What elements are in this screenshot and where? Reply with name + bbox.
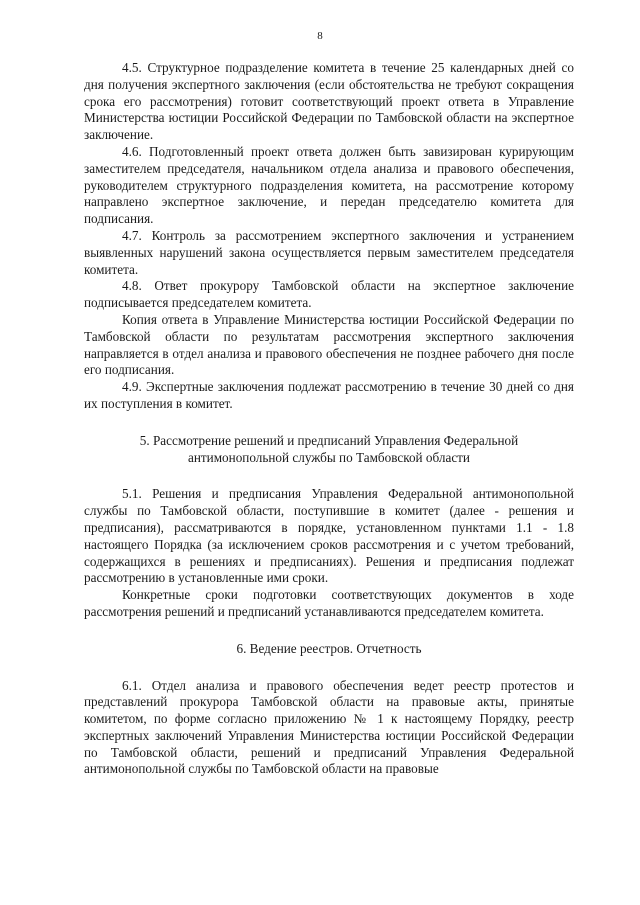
section-6-heading: 6. Ведение реестров. Отчетность — [236, 640, 422, 656]
document-body — [84, 60, 574, 778]
paragraph-5-1-deadlines: Конкретные сроки подготовки соответствующих документов в ходе рассмотрения решений и предписаний устанавливаются председателем комитета. — [84, 587, 574, 619]
section-5-heading-line-1: 5. Рассмотрение решений и предписаний Управления Федеральной — [139, 432, 519, 448]
page-number: 8 — [317, 30, 323, 42]
paragraph-4-5: 4.5. Структурное подразделение комитета в течение 25 календарных дней со дня получения экспертного заключения (если обстоятельства не требуют сокращения срока его рассмотрения) готовит соответствующий проект ответа в Управление Министерства юстиции Российской Федерации по Тамбовской области на экспертное заключение. — [84, 60, 574, 143]
paragraph-6-1: 6.1. Отдел анализа и правового обеспечения ведет реестр протестов и представлений прокурора Тамбовской области на правовые акты, принятые комитетом, по форме согласно приложению № 1 к настоящему Порядку, реестр экспертных заключений Управления Министерства юстиции Российской Федерации по Тамбовской области, решений и предписаний Управления Федеральной антимонопольной службы по Тамбовской области на правовые — [84, 677, 574, 777]
paragraph-5-1: 5.1. Решения и предписания Управления Федеральной антимонопольной службы по Тамбовской области, поступившие в комитет (далее - решения и предписания), рассматриваются в порядке, установленном пунктами 1.1 - 1.8 настоящего Порядка (за исключением сроков рассмотрения и с учетом требований, содержащихся в решениях и предписаниях). Решения и предписания подлежат рассмотрению в установленные ими сроки. — [84, 486, 574, 586]
section-5-heading-line-2: антимонопольной службы по Тамбовской области — [187, 449, 470, 465]
paragraph-4-6: 4.6. Подготовленный проект ответа должен быть завизирован курирующим заместителем председателя, начальником отдела анализа и правового обеспечения, руководителем структурного подразделения комитета, на рассмотрение которому направлено экспертное заключение, и передан председателю комитета для подписания. — [84, 143, 574, 227]
paragraph-4-7: 4.7. Контроль за рассмотрением экспертного заключения и устранением выявленных нарушений закона осуществляется первым заместителем председателя комитета. — [84, 227, 574, 277]
paragraph-4-8-copy: Копия ответа в Управление Министерства юстиции Российской Федерации по Тамбовской области по результатам рассмотрения экспертного заключения направляется в отдел анализа и правового обеспечения не позднее рабочего дня после его подписания. — [84, 311, 574, 378]
paragraph-4-8: 4.8. Ответ прокурору Тамбовской области на экспертное заключение подписывается председателем комитета. — [84, 278, 574, 311]
paragraph-4-9: 4.9. Экспертные заключения подлежат рассмотрению в течение 30 дней со дня их поступления в комитет. — [84, 379, 574, 411]
section-5-heading — [84, 433, 574, 467]
